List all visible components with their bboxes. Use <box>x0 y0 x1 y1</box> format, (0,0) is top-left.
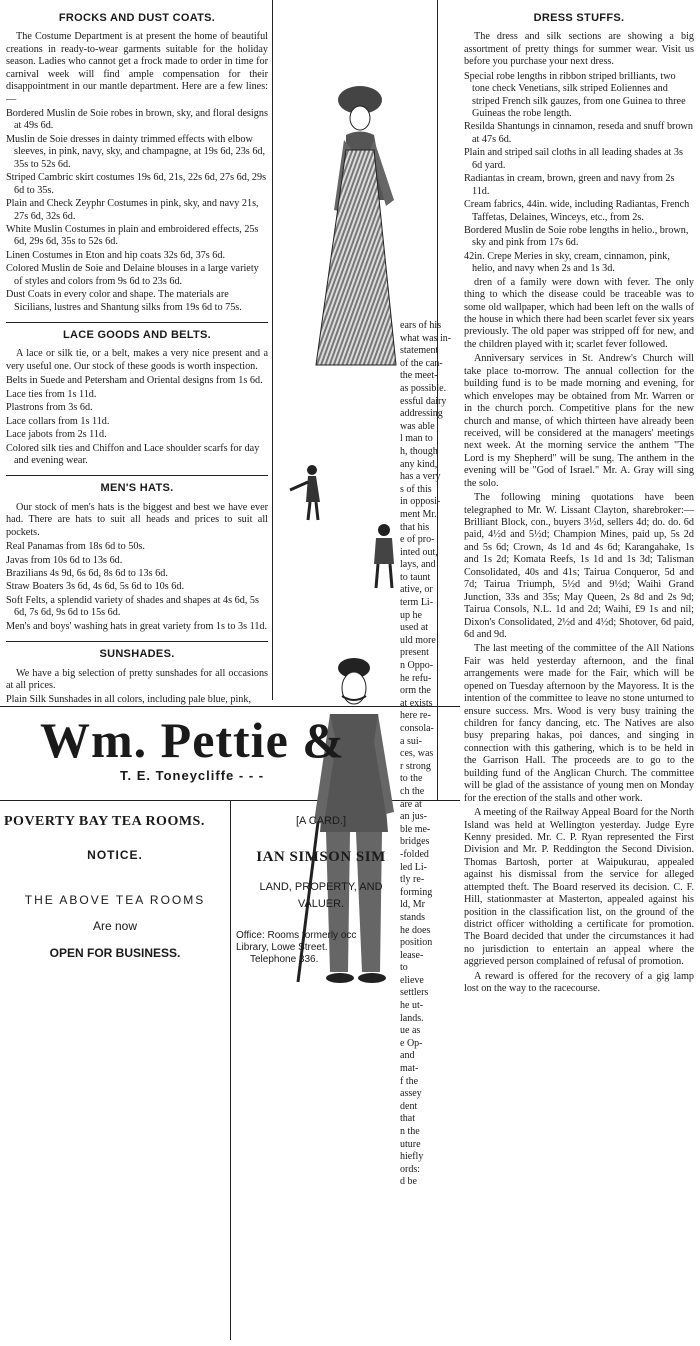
banner-subtitle: T. E. Toneycliffe - - - <box>120 768 265 783</box>
fragment-line: are at <box>400 798 422 810</box>
card-title: [A CARD.] <box>295 815 347 827</box>
fragment-line: here re- <box>400 710 431 722</box>
fragment-line: in opposi- <box>400 496 441 508</box>
list-item: Colored Muslin de Soie and Delaine blouses in a large variety of styles and colors from 9s 6d to 23s 6d. <box>6 263 259 287</box>
list-item: Resilda Shantungs in cinnamon, reseda and snuff brown at 47s 6d. <box>464 121 693 145</box>
advertiser-banner <box>10 712 460 796</box>
fragment-line: lease- <box>400 949 424 961</box>
fragment-line: position <box>400 937 433 949</box>
fragment-line: elieve <box>400 974 424 986</box>
news-paragraphs <box>464 277 694 996</box>
fragment-line: term Li- <box>400 597 434 609</box>
list-item: Colored silk ties and Chiffon and Lace shoulder scarfs for day and evening wear. <box>6 442 260 466</box>
fragment-line: d be <box>400 1176 417 1188</box>
fragment-line: lands. <box>400 1012 424 1024</box>
card-office: Office: Rooms formerly occ <box>236 929 357 941</box>
fragment-line: any kind, <box>400 458 438 470</box>
list-item: Dust Coats in every color and shape. The materials are Sicilians, lustres and Shantung silks from 19s 6d to 75s. <box>6 289 242 313</box>
fragment-line: f the <box>400 1075 419 1087</box>
section-divider <box>6 475 268 476</box>
fragment-line: was able <box>400 420 435 432</box>
fragment-line: ch the <box>400 785 425 797</box>
news-paragraph: A meeting of the Railway Appeal Board for the North Island was held at Wellington yesterday. Judge Eyre Kenny presided. Mr. C. P. Ryan represented the First Division and Mr. P. Reddington the Second Division. Thomas Bartosh, porter at Waipukurau, appealed against his dismissal from the service for alleged attempted theft. The Board reserved its decision. C. F. Hill, stationmaster at Masterton, appealed against his position in the classification list, on the ground of the district officer witholding a certificate for promotion. The Board decided that under the circumstances it had no jurisdiction to entertain an appeal where the aggrieved person complained of refusal of promotion. <box>464 807 694 968</box>
list-item: Plain and Check Zeyphr Costumes in pink, sky, and navy 21s, 27s 6d, 32s 6d. <box>6 198 259 222</box>
fragment-line: ces, was <box>400 748 434 760</box>
fragment-line: addressing <box>400 408 443 420</box>
left-column <box>6 6 268 706</box>
right-column <box>464 6 694 1342</box>
fragment-line: uture <box>400 1138 421 1150</box>
fragment-line: and <box>400 1050 415 1062</box>
list-item: Bordered Muslin de Soie robe lengths in helio., brown, sky and pink from 17s 6d. <box>464 224 689 249</box>
ads-divider <box>230 800 231 1340</box>
fragment-line: the meet- <box>400 370 438 382</box>
list-item: Lace jabots from 2s 11d. <box>6 429 107 441</box>
fragment-line: s of this <box>400 483 432 495</box>
news-paragraph: dren of a family were down with fever. The only thing to which the disease could be traceable was to some old wallpaper, which had been left on the walls of the house in which there had been scarlet fever six years previously. The old paper was stripped off for new, and the children played with it; scarlet fever followed. <box>464 276 694 350</box>
boy-figure-icon <box>366 520 402 590</box>
fragment-line: settlers <box>400 987 429 999</box>
section-divider <box>6 641 268 642</box>
fragment-line: ative, or <box>400 584 433 596</box>
hats-heading: MEN'S HATS. <box>100 482 174 495</box>
fragment-line: a sui- <box>400 735 422 747</box>
tea-rooms-notice: NOTICE. <box>87 848 143 863</box>
list-item: Bordered Muslin de Soie robes in brown, sky, and floral designs at 49s 6d. <box>6 108 268 132</box>
fragment-line: he ut- <box>400 1000 424 1012</box>
list-item: Brazilians 4s 9d, 6s 6d, 8s 6d to 13s 6d. <box>6 567 168 579</box>
fragment-line: used at <box>400 622 429 634</box>
hats-intro: Our stock of men's hats is the biggest and best we have ever had. There are hats to suit all heads and prices to suit all pockets. <box>6 501 268 538</box>
list-item: Cream fabrics, 44in. wide, including Radiantas, French Taffetas, Delaines, Winceys, etc., from 2s. <box>464 199 690 223</box>
card-line1: LAND, PROPERTY, AND <box>259 880 383 893</box>
card-ad <box>236 805 406 1325</box>
list-item: Lace collars from 1s 11d. <box>6 415 110 427</box>
list-item: Straw Boaters 3s 6d, 4s 6d, 5s 6d to 10s 6d. <box>6 581 184 593</box>
fragment-line: as possible. <box>400 382 447 394</box>
fragment-line: consola- <box>400 723 434 734</box>
news-paragraph: The following mining quotations have been telegraphed to Mr. W. Lissant Clayton, sharebroker:—Brilliant Block, con., buyers 3½d, sellers 4d; do. do. 6d paid, 4½d and 5½d; Champion Mines, paid up, 5s 2d and 5s 6d; Crown, 4s 1d and 4s 6d; Karangahake, 1s and 1s 2d; Komata Reefs, 1s 1d and 1s 3d; Talisman Consolidated, 40s and 41s; Tairua Conqueror, 5d and 7d; Tairua Triumph, 5½d and 9½d; Waihi Grand Junction, 33s and 35s; May Queen, 2s 8d and 2s 9d; Tairua Consols, N.L. 1d and 2d; Waihi, £9 1s and nil; Dixon's Consolidated, 2½d and 4½d; Shotover, 6d paid, 6d and 9d. <box>464 492 694 640</box>
fragment-line: has a very <box>400 471 441 483</box>
frocks-heading: FROCKS AND DUST COATS. <box>58 12 216 24</box>
news-paragraph: A reward is offered for the recovery of a gig lamp lost on the way to the racecourse. <box>464 970 694 995</box>
fragment-line: present <box>400 647 429 659</box>
fragment-line: stands <box>400 911 425 923</box>
fragment-line: ble me- <box>400 823 431 835</box>
dress-stuffs-intro: The dress and silk sections are showing a big assortment of pretty things for summer wear. Visit us before you purchase your next dress. <box>464 31 694 68</box>
list-item: Javas from 10s 6d to 13s 6d. <box>6 554 123 566</box>
fragment-line: r strong <box>400 760 431 772</box>
fragment-line: essful dairy <box>400 395 447 407</box>
fragment-line: led Li- <box>400 861 427 873</box>
fragment-line: assey <box>400 1088 422 1100</box>
fragment-line: of the can- <box>400 357 443 369</box>
fragment-line: inted out, <box>400 546 438 558</box>
news-paragraph: The last meeting of the committee of the All Nations Fair was held yesterday afternoon, and the final arrangements were made for the Fair, which will be opened on Tuesday afternoon by the Mayoress. It is the intention of the committee to leave no stone unturned to ensure success. Mrs. Wood is very busy training the children for fancy dancing, etc. The Natives are also busy preparing hakas, poi dances, and singing in connection with this gathering, which is to be held in the Garrison Hall. The proceeds are to go to the building fund of the Anglican Church. The committee will be glad of the assistance of young men on Monday for the erection of the stalls and other work. <box>464 643 694 804</box>
list-item: Striped Cambric skirt costumes 19s 6d, 21s, 22s 6d, 27s 6d, 29s 6d to 35s. <box>6 172 267 196</box>
list-item: Plastrons from 3s 6d. <box>6 402 93 414</box>
list-item: Soft Felts, a splendid variety of shades and shapes at 4s 6d, 5s 6d, 7s 6d, 9s 6d to 15s 6d. <box>6 594 259 619</box>
fragment-line: e Op- <box>400 1037 423 1049</box>
fragment-line: forming <box>400 886 433 898</box>
lace-intro: A lace or silk tie, or a belt, makes a very nice present and a very useful one. Our stock of these goods is worth inspection. <box>6 348 268 372</box>
fragment-line: to <box>400 962 408 974</box>
list-item: Real Panamas from 18s 6d to 50s. <box>6 541 145 553</box>
fragment-line: to taunt <box>400 571 431 583</box>
fragment-line: orm the <box>400 685 431 697</box>
sunshades-heading: SUNSHADES. <box>99 648 175 661</box>
list-item: White Muslin Costumes in plain and embroidered effects, 25s 6d, 29s 6d, 35s to 52s 6d. <box>6 223 259 248</box>
fragment-line: tly re- <box>400 874 425 886</box>
fragment-line: that his <box>400 521 430 533</box>
card-office2: Library, Lowe Street. <box>236 941 328 953</box>
tea-rooms-ad <box>4 805 226 1325</box>
fragment-line: lays, and <box>400 559 436 571</box>
list-item: Lace ties from 1s 11d. <box>6 388 97 400</box>
fragment-line: what was in- <box>400 332 452 344</box>
fragment-line: ue as <box>400 1025 421 1037</box>
card-line2: VALUER. <box>297 898 345 911</box>
list-item: Muslin de Soie dresses in dainty trimmed effects with elbow sleeves, in pink, navy, sky, and champagne, at 19s 6d, 23s 6d, 35s to 52s 6d. <box>6 133 266 170</box>
fragment-line: n Oppo- <box>400 660 434 672</box>
sunshades-list <box>6 694 268 706</box>
sunshades-intro: We have a big selection of pretty sunshades for all occasions at all prices. <box>6 667 268 691</box>
fragment-line: ears of his <box>400 320 442 331</box>
fragment-line: l man to <box>400 433 433 445</box>
fragment-line: ords: <box>400 1163 420 1175</box>
fragment-line: uld more <box>400 634 436 646</box>
fragment-line: ment Mr. <box>400 508 437 520</box>
small-figure-icon <box>286 462 326 522</box>
fragment-line: ld, Mr <box>400 899 425 911</box>
fragment-line: -folded <box>400 848 429 860</box>
lace-heading: LACE GOODS AND BELTS. <box>62 329 212 342</box>
list-item: Radiantas in cream, brown, green and navy from 2s 11d. <box>464 173 675 197</box>
fragment-line: e of pro- <box>400 534 435 546</box>
list-item: Belts in Suede and Petersham and Oriental designs from 1s 6d. <box>6 375 263 387</box>
tea-rooms-line3: OPEN FOR BUSINESS. <box>49 945 181 960</box>
middle-text-fragments <box>400 320 458 1330</box>
list-item: Men's and boys' washing hats in great variety from 1s to 3s 11d. <box>6 620 268 632</box>
list-item: Linen Costumes in Eton and hip coats 32s 6d, 37s 6d. <box>6 249 226 261</box>
column-rule-left <box>272 0 273 700</box>
frocks-list <box>6 108 268 314</box>
card-phone: Telephone 336. <box>250 953 319 965</box>
fragment-line: dent <box>400 1100 418 1112</box>
fragment-line: h, though <box>400 445 438 457</box>
lace-list <box>6 375 268 467</box>
list-item: Plain and striped sail cloths in all leading shades at 3s 6d yard. <box>464 147 683 171</box>
tea-rooms-line2: Are now <box>92 919 138 934</box>
fragment-line: that <box>400 1113 415 1125</box>
fragment-line: mat- <box>400 1063 419 1075</box>
fragment-line: he does <box>400 924 431 936</box>
fragment-line: an jus- <box>400 811 427 823</box>
list-item: 42in. Crepe Meries in sky, cream, cinnamon, pink, helio, and navy when 2s and 1s 3d. <box>464 250 670 275</box>
tea-rooms-line1: THE ABOVE TEA ROOMS <box>24 892 206 907</box>
fragment-line: at exists <box>400 697 433 709</box>
tea-rooms-title: POVERTY BAY TEA ROOMS. <box>4 814 205 829</box>
card-name: IAN SIMSON SIM <box>256 849 386 866</box>
hats-list <box>6 541 268 633</box>
banner-name: Wm. Pettie & <box>40 712 345 768</box>
dress-stuffs-list <box>464 71 694 276</box>
list-item: Special robe lengths in ribbon striped brilliants, two tone check Venetians, silk striped Eoliennes and striped French silk gauzes, from one Guinea to three Guineas the robe length. <box>464 70 686 120</box>
dress-stuffs-heading: DRESS STUFFS. <box>533 12 625 24</box>
news-paragraph: Anniversary services in St. Andrew's Church will take place to-morrow. The annual collection for the building fund is to be made morning and evening, for which envelopes may be obtained from Mr. Warren or in the church porch. Competitive plans for the new church and manse, of which thirteen have already been received, will be considered at the managers' meetings next week. At the morning service the anthem "The Lord is my Shepherd" will be sung. The anthem in the evening will be "God of Israel." Mr. A. Gray will sing the solo. <box>464 353 694 489</box>
fragment-line: he refu- <box>400 672 432 684</box>
section-divider <box>6 322 268 323</box>
frocks-intro: The Costume Department is at present the home of beautiful creations in ready-to-wear garments suitable for the holiday season. Ladies who cannot get a frock made to order in time for carnival week will find ample compensation for their disappointment in our mantle department. Here are a few lines:— <box>6 31 268 105</box>
fragment-line: n the <box>400 1126 420 1137</box>
fragment-line: bridges <box>400 836 430 848</box>
fragment-line: statement <box>400 345 439 357</box>
list-item: Plain Silk Sunshades in all colors, including pale blue, pink, <box>6 694 252 706</box>
fragment-line: up he <box>400 609 422 621</box>
fragment-line: to the <box>400 773 423 785</box>
fragment-line: hiefly <box>400 1151 424 1163</box>
